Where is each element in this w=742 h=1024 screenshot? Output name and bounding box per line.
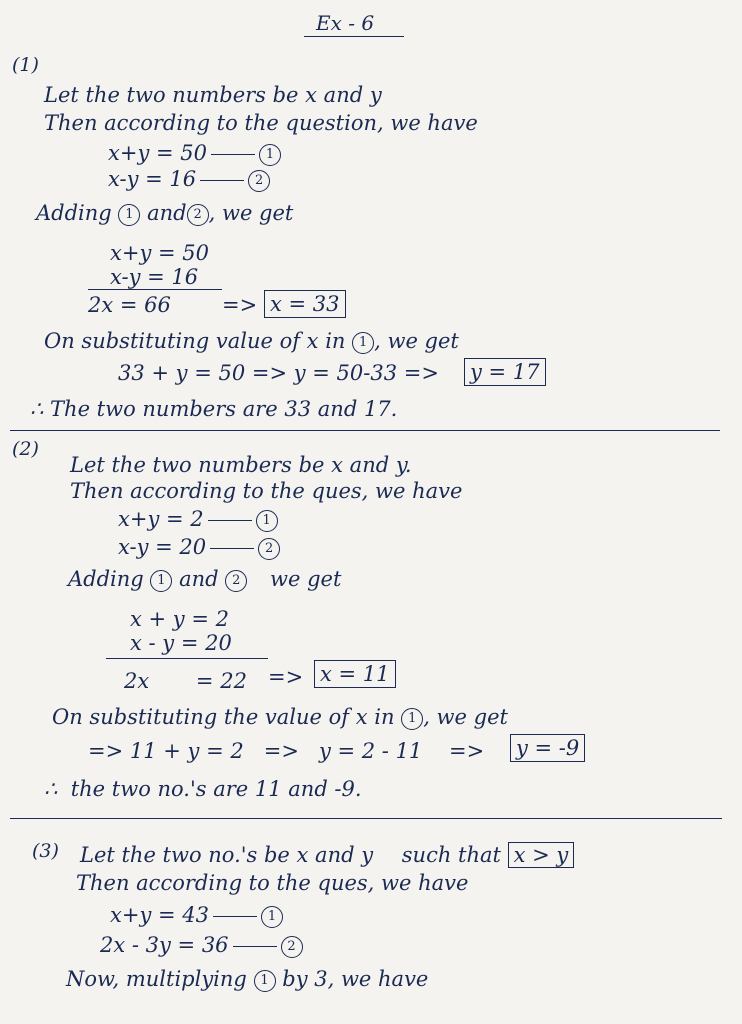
q1-line2: Then according to the question, we have [44, 111, 478, 135]
q1-eq2-tag: 2 [248, 170, 270, 192]
q3-mult-b: by 3, we have [282, 967, 429, 991]
q2-add-sum: 2x = 22 [124, 669, 247, 693]
q3-eq2 [100, 932, 303, 958]
q2-adding-a: Adding [68, 567, 144, 591]
q1-sub-tag: 1 [352, 332, 374, 354]
q1-add-row1: x+y = 50 [110, 241, 209, 265]
q3-line1-text: Let the two no.'s be x and y [80, 843, 374, 867]
q3-eq2-dash [233, 946, 277, 947]
q1-adding-c: , we get [208, 201, 294, 225]
q2-arrow: => [268, 665, 304, 689]
q1-add-rule [88, 289, 222, 290]
q1-add-sum: 2x = 66 [88, 293, 171, 317]
q2-adding-b: and [179, 567, 219, 591]
q1-adding [36, 200, 293, 226]
q2-eq1-dash [208, 520, 252, 521]
q3-label: (3) [32, 840, 59, 862]
q1-sub-a: On substituting value of x in [44, 329, 346, 353]
q1-conclusion: ∴ The two numbers are 33 and 17. [30, 397, 398, 421]
q2-eq2 [118, 534, 280, 560]
q2-add-row1: x + y = 2 [130, 607, 229, 631]
q2-sub-eq: => 11 + y = 2 => y = 2 - 11 => [88, 739, 485, 763]
q1-eq1-dash [211, 154, 255, 155]
q2-line2: Then according to the ques, we have [70, 479, 463, 503]
q2-eq2-text: x-y = 20 [118, 535, 207, 559]
title-underline [304, 36, 404, 37]
q1-eq1-tag: 1 [259, 144, 281, 166]
q1-adding-b: and [147, 201, 187, 225]
q3-eq2-text: 2x - 3y = 36 [100, 933, 229, 957]
q3-multiply [66, 966, 428, 992]
q3-mult-a: Now, multiplying [66, 967, 247, 991]
q2-eq1-text: x+y = 2 [118, 507, 204, 531]
q3-line2: Then according to the ques, we have [76, 871, 469, 895]
q2-y-result: y = -9 [510, 734, 585, 762]
q1-eq2 [108, 166, 270, 192]
q2-adding [68, 566, 341, 592]
q1-adding-tag2: 2 [187, 204, 209, 226]
q2-sub-tag: 1 [401, 708, 423, 730]
q2-x-result: x = 11 [314, 660, 396, 688]
q1-add-row2: x-y = 16 [110, 265, 199, 289]
q1-sub-b: , we get [374, 329, 459, 353]
q1-x-result: x = 33 [264, 290, 346, 318]
q1-adding-a: Adding [36, 201, 112, 225]
q1-line1: Let the two numbers be x and y [44, 83, 382, 107]
q1-eq2-text: x-y = 16 [108, 167, 197, 191]
q3-line1 [80, 842, 574, 868]
q2-adding-tag1: 1 [150, 570, 172, 592]
q2-eq1 [118, 506, 278, 532]
q2-adding-c: we get [270, 567, 342, 591]
q2-line1: Let the two numbers be x and y. [70, 453, 412, 477]
q1-eq1-text: x+y = 50 [108, 141, 207, 165]
q3-eq1-text: x+y = 43 [110, 903, 209, 927]
q1-arrow: => [222, 293, 258, 317]
q1-label: (1) [12, 54, 39, 76]
q1-adding-tag1: 1 [118, 204, 140, 226]
q1-eq2-dash [200, 180, 244, 181]
q3-mult-tag: 1 [254, 970, 276, 992]
q2-label: (2) [12, 438, 39, 460]
q2-add-row2: x - y = 20 [130, 631, 232, 655]
q1-y-result: y = 17 [464, 358, 546, 386]
q3-eq1-tag: 1 [261, 906, 283, 928]
q2-eq2-tag: 2 [258, 538, 280, 560]
q2-sub-a: On substituting the value of x in [52, 705, 395, 729]
section-divider-1 [10, 430, 720, 431]
q3-condition: x > y [508, 842, 575, 868]
q3-line1-b: such that [401, 843, 501, 867]
q3-eq1 [110, 902, 283, 928]
section-divider-2 [10, 818, 722, 819]
q1-sub-eq: 33 + y = 50 => y = 50-33 => [118, 361, 439, 385]
q3-eq1-dash [213, 916, 257, 917]
q1-eq1 [108, 140, 281, 166]
q2-eq1-tag: 1 [256, 510, 278, 532]
q2-sub [52, 704, 508, 730]
q2-add-rule [106, 658, 268, 659]
page-title: Ex - 6 [316, 11, 375, 35]
q3-eq2-tag: 2 [281, 936, 303, 958]
q2-eq2-dash [210, 548, 254, 549]
q2-sub-b: , we get [423, 705, 508, 729]
q1-sub [44, 328, 459, 354]
q2-adding-tag2: 2 [225, 570, 247, 592]
q2-conclusion: ∴ the two no.'s are 11 and -9. [44, 777, 362, 801]
